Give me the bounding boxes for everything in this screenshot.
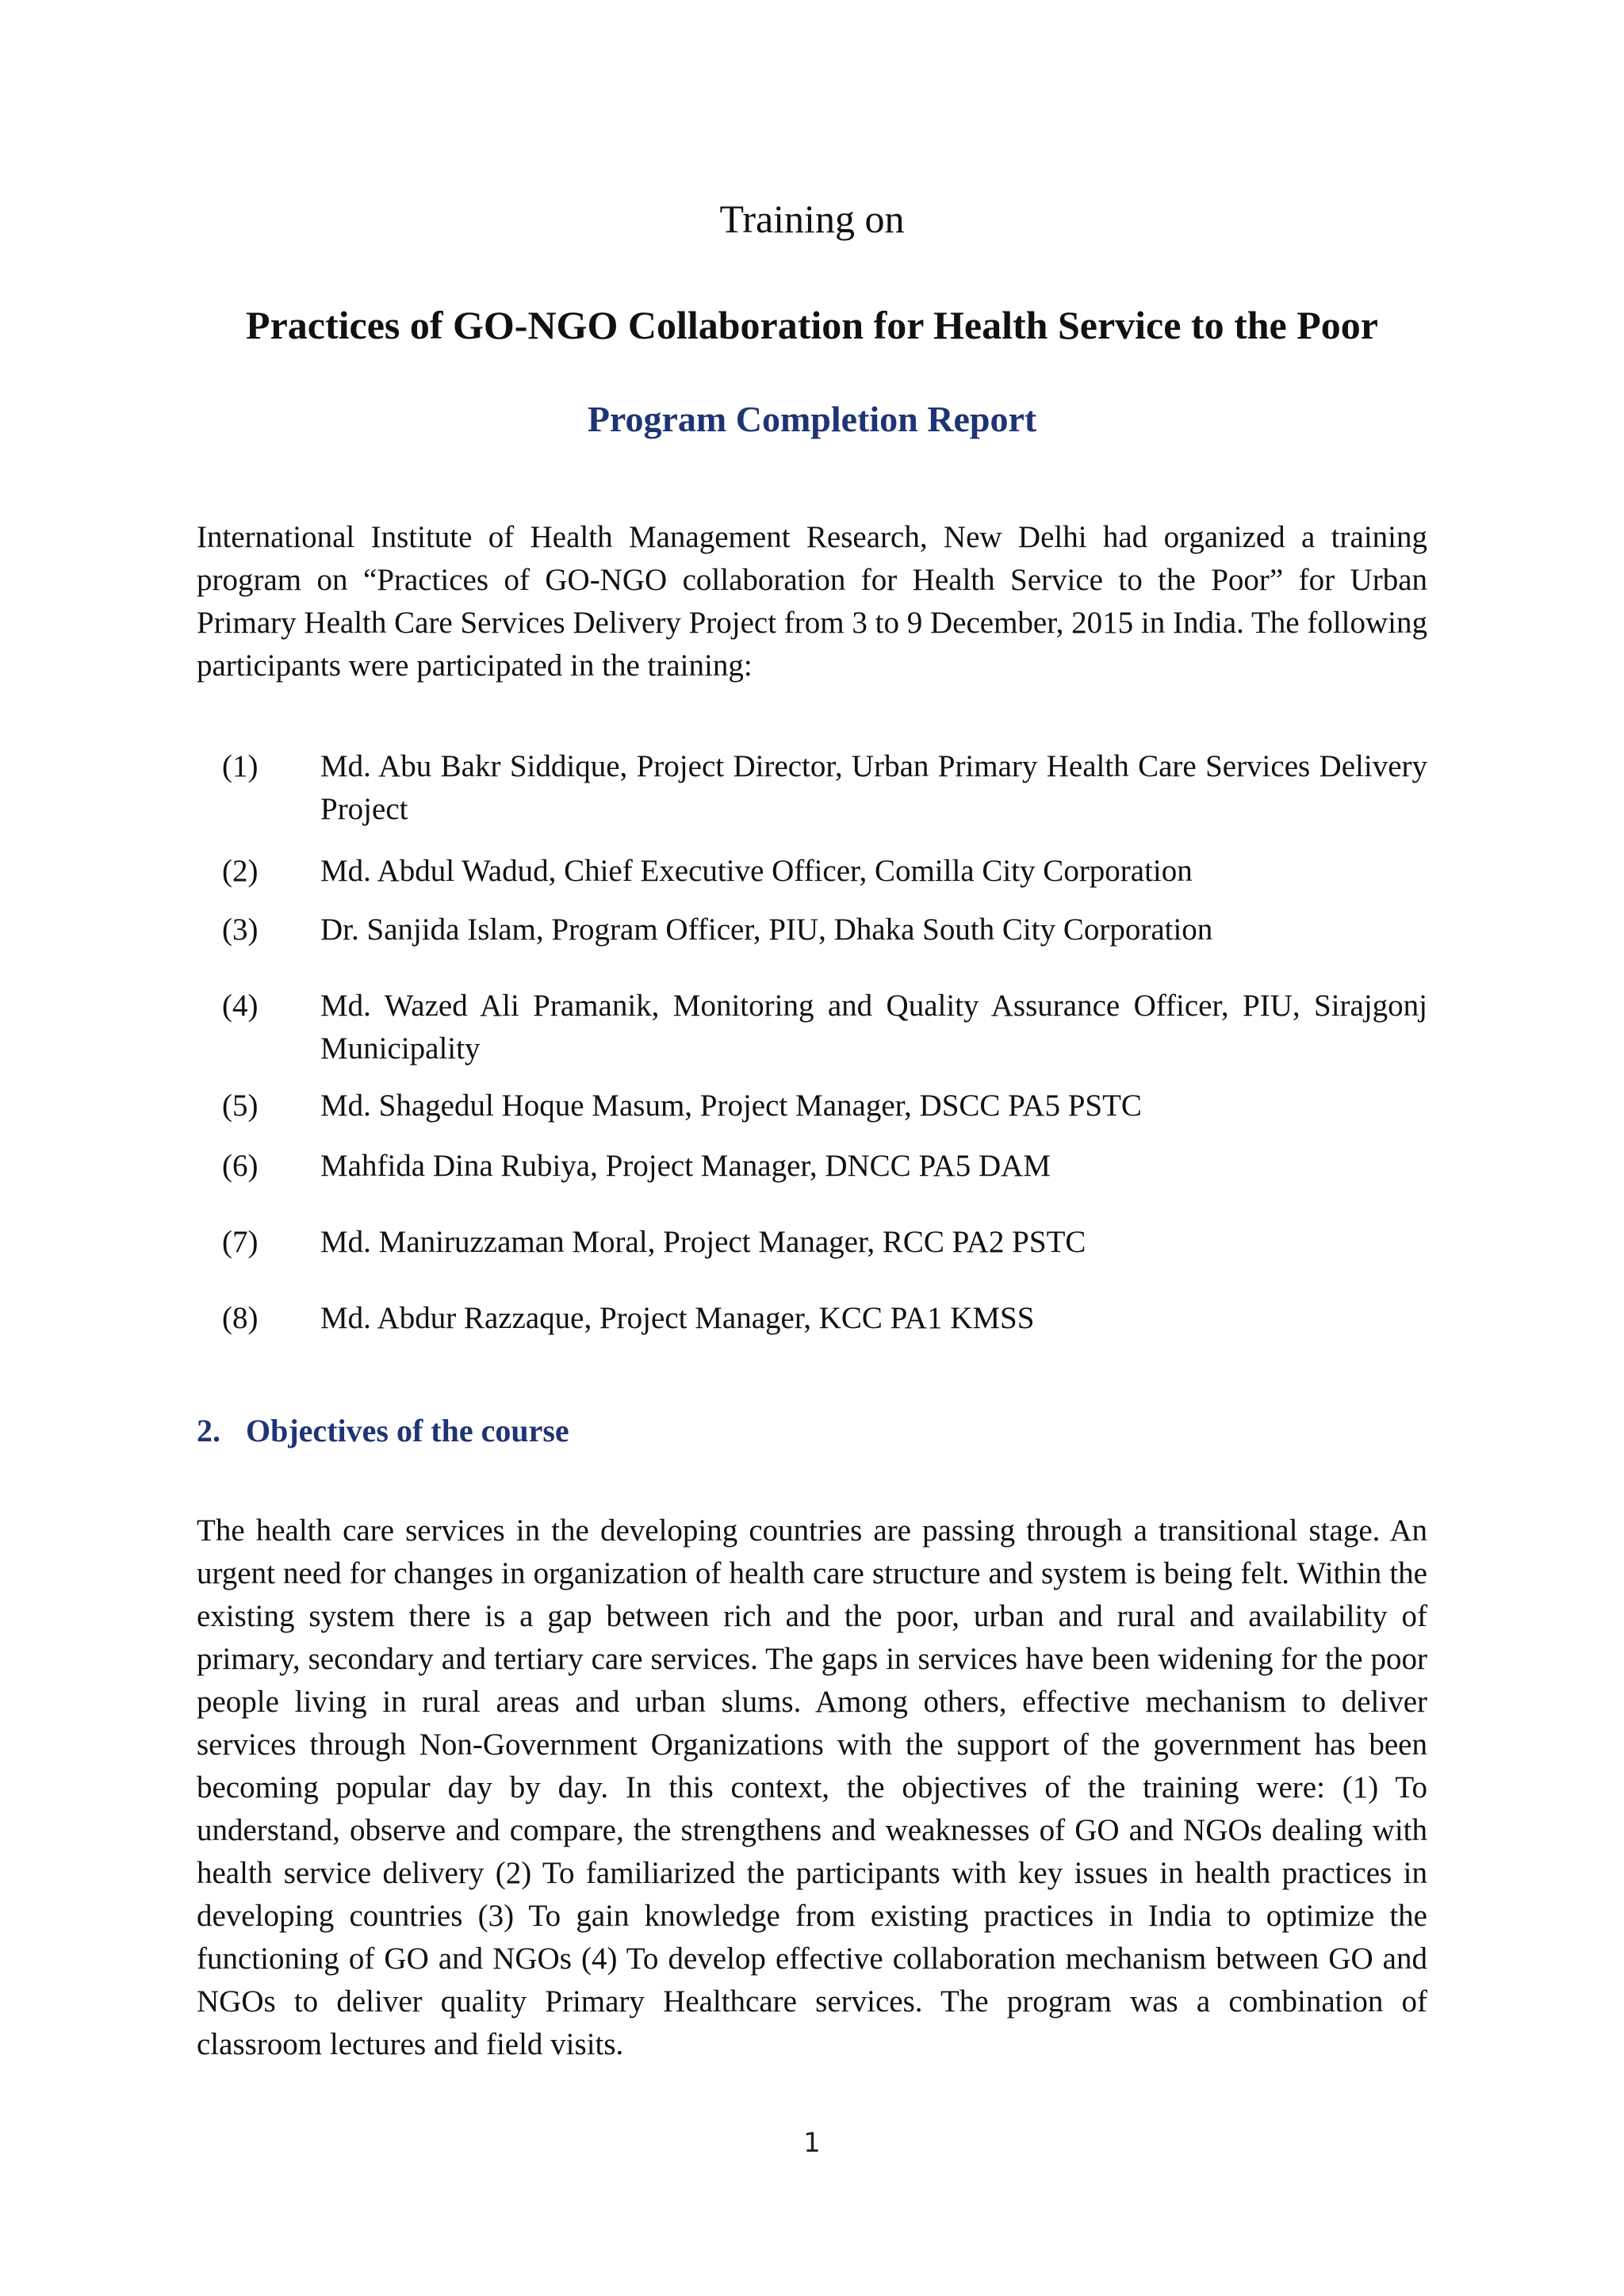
list-item: [222, 1221, 1427, 1264]
list-item: [222, 850, 1427, 893]
list-item-number: (8): [222, 1301, 259, 1335]
list-item: [222, 1297, 1427, 1340]
list-item: [222, 1085, 1427, 1127]
list-item-text: Md. Maniruzzaman Moral, Project Manager, RCC PA2 PSTC: [320, 1225, 1086, 1259]
page-number: 1: [803, 2127, 821, 2159]
list-item-number: (3): [222, 913, 259, 947]
section-title: Objectives of the course: [246, 1413, 569, 1448]
document-kicker: Training on: [719, 197, 905, 241]
intro-paragraph: International Institute of Health Management Research, New Delhi had organized a training program on “Practices of GO-NGO collaboration for Health Service to the Poor” for Urban Primary Health Care Services Delivery Project from 3 to 9 December, 2015 in India. The following participants were participated in the training:: [197, 520, 1427, 683]
list-item: [222, 985, 1427, 1070]
report-subtitle: Program Completion Report: [587, 399, 1037, 439]
list-item-number: (2): [222, 854, 259, 888]
list-item: [222, 745, 1427, 831]
list-item-number: (6): [222, 1149, 259, 1183]
list-item-number: (5): [222, 1089, 259, 1123]
list-item-number: (4): [222, 989, 259, 1023]
list-item-number: (7): [222, 1225, 259, 1259]
section-number: 2.: [197, 1413, 220, 1448]
list-item-text: Md. Shagedul Hoque Masum, Project Manager, DSCC PA5 PSTC: [320, 1089, 1142, 1123]
list-item-number: (1): [222, 749, 259, 783]
list-item-text: Md. Abu Bakr Siddique, Project Director, Urban Primary Health Care Services Delivery Project: [320, 749, 1427, 826]
list-item: [222, 909, 1427, 951]
document-title: Practices of GO-NGO Collaboration for Health Service to the Poor: [246, 303, 1378, 347]
list-item-text: Md. Abdul Wadud, Chief Executive Officer, Comilla City Corporation: [320, 854, 1193, 888]
objectives-paragraph: The health care services in the developing countries are passing through a transitional stage. An urgent need for changes in organization of health care structure and system is being felt. Within the existing system there is a gap between rich and the poor, urban and rural and availability of primary, secondary and tertiary care services. The gaps in services have been widening for the poor people living in rural areas and urban slums. Among others, effective mechanism to deliver services through Non-Government Organizations with the support of the government has been becoming popular day by day. In this context, the objectives of the training were: (1) To understand, observe and compare, the strengthens and weaknesses of GO and NGOs dealing with health service delivery (2) To familiarized the participants with key issues in health practices in developing countries (3) To gain knowledge from existing practices in India to optimize the functioning of GO and NGOs (4) To develop effective collaboration mechanism between GO and NGOs to deliver quality Primary Healthcare services. The program was a combination of classroom lectures and field visits.: [197, 1513, 1427, 2061]
list-item-text: Dr. Sanjida Islam, Program Officer, PIU, Dhaka South City Corporation: [320, 913, 1213, 947]
section-heading-objectives: [197, 1410, 569, 1452]
list-item: [222, 1145, 1427, 1188]
list-item-text: Md. Wazed Ali Pramanik, Monitoring and Quality Assurance Officer, PIU, Sirajgonj Municipality: [320, 989, 1427, 1066]
list-item-text: Md. Abdur Razzaque, Project Manager, KCC PA1 KMSS: [320, 1301, 1035, 1335]
list-item-text: Mahfida Dina Rubiya, Project Manager, DNCC PA5 DAM: [320, 1149, 1051, 1183]
